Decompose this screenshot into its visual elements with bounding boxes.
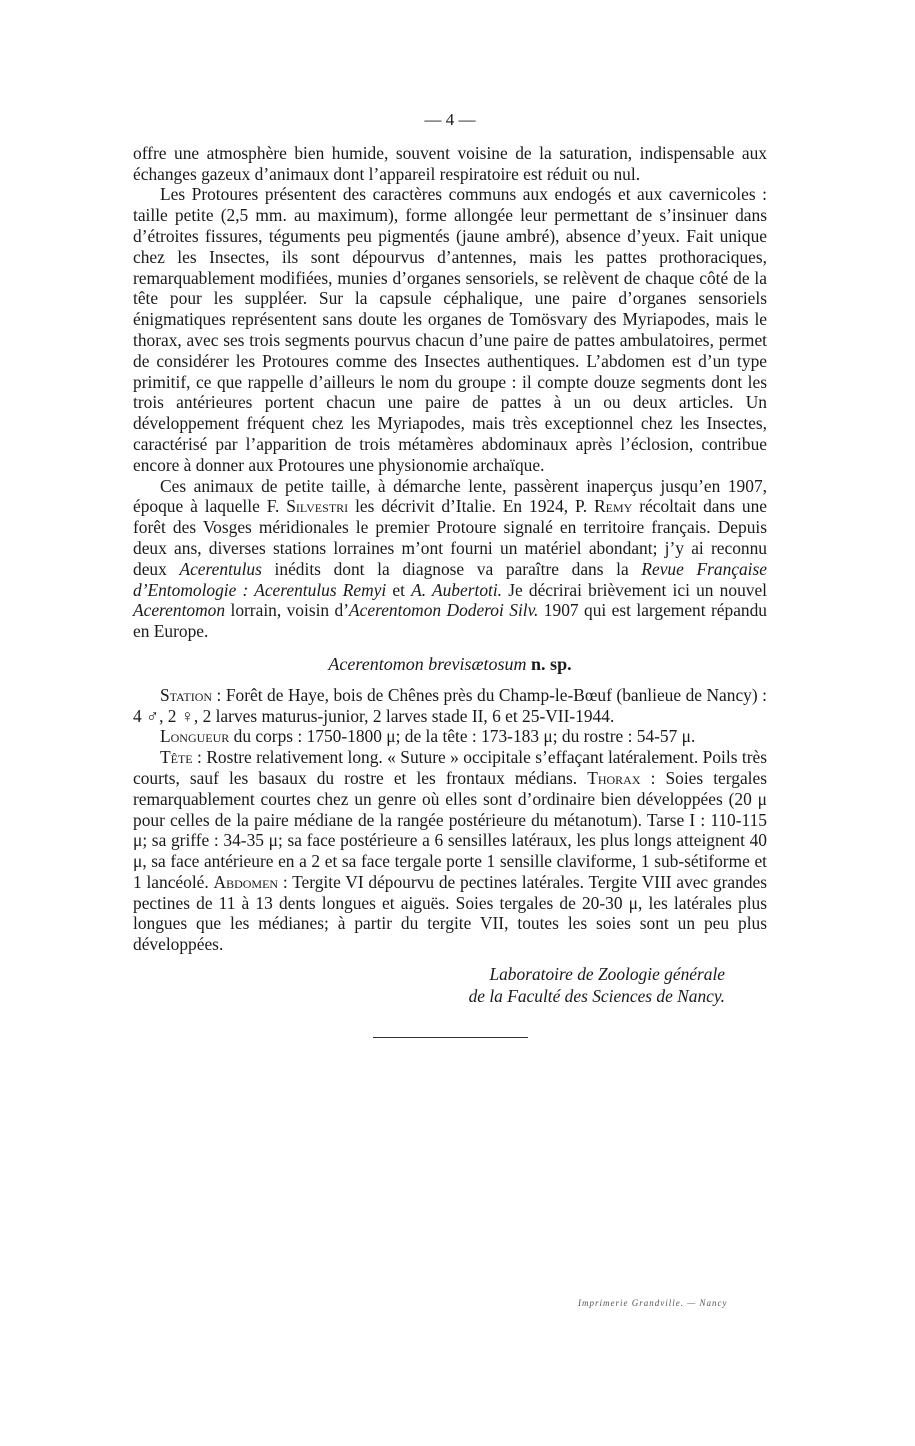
affiliation-line-2: de la Faculté des Sciences de Nancy.	[468, 986, 725, 1007]
paragraph-continuation: offre une atmosphère bien humide, souvent voisine de la saturation, indispensable aux échanges gazeux d’animaux dont l’appareil respiratoire est réduit ou nul.	[133, 142, 767, 184]
label-tete: Tête	[160, 747, 193, 768]
description-longueur	[133, 726, 767, 747]
text-run: Je décrirai brièvement ici un nouvel	[502, 579, 768, 600]
text-run: Ces animaux de petite taille, à démarche lente, passèrent inaperçus jusqu’en 1907, époque à laquelle F.	[133, 475, 767, 517]
description-morphology	[133, 747, 767, 955]
text-run: : Tergite VI dépourvu de pectines latérales. Tergite VIII avec grandes pectines de 11 à 13 dents longues et aiguës. Soies tergales de 20-30 μ, les latérales plus longues que les médianes; à partir du tergite VII, toutes les soies sont un peu plus développées.	[133, 871, 767, 955]
text-run: les décrivit d’Italie. En 1924, P.	[348, 496, 595, 517]
species-heading-suffix: n. sp.	[526, 653, 572, 674]
description-station	[133, 685, 767, 727]
species-aubertoti: A. Aubertoti.	[411, 579, 503, 600]
author-remy: Remy	[594, 496, 633, 517]
affiliation-line-1: Laboratoire de Zoologie générale	[489, 964, 725, 985]
genus-acerentomon: Acerentomon	[133, 600, 226, 621]
end-rule	[373, 1037, 528, 1038]
text-run: et	[386, 579, 412, 600]
author-silvestri: Silvestri	[286, 496, 349, 517]
text-run: du corps : 1750-1800 μ; de la tête : 173-183 μ; du rostre : 54-57 μ.	[229, 726, 696, 747]
species-heading-name: Acerentomon brevisætosum	[328, 653, 527, 674]
text-run: récoltait dans une forêt des Vosges méridionales le premier Protoure signalé en territoire français. Depuis deux ans, diverses stations lorraines m’ont fourni un matériel abondant; j’y ai reconnu deux	[133, 496, 768, 579]
text-run: lorrain, voisin d’	[225, 600, 350, 621]
page-body	[133, 110, 767, 1038]
paragraph-protoures-characters: Les Protoures présentent des caractères communs aux endogés et aux cavernicoles : taille petite (2,5 mm. au maximum), forme allongée leur permettant de s’insinuer dans d’étroites fissures, téguments peu pigmentés (jaune ambré), absence d’yeux. Fait unique chez les Insectes, ils sont dépourvus d’antennes, mais les pattes prothoraciques, remarquablement modifiées, munies d’organes sensoriels, se relèvent de chaque côté de la tête pour les suppléer. Sur la capsule céphalique, une paire d’organes sensoriels énigmatiques représentent sans doute les organes de Tomösvary des Myriapodes, mais le thorax, avec ses trois segments pourvus chacun d’une paire de pattes ambulatoires, permet de considérer les Protoures comme des Insectes authentiques. L’abdomen est d’un type primitif, ce que rappelle d’ailleurs le nom du groupe : il compte douze segments dont les trois antérieures portent chacun une paire de pattes à un ou deux articles. Un développement fréquent chez les Myriapodes, mais très exceptionnel chez les Insectes, caractérisé par l’apparition de trois métamères abdominaux après l’éclosion, contribue encore à donner aux Protoures une physionomie archaïque.	[133, 184, 767, 475]
species-doderoi: Acerentomon Doderoi Silv.	[349, 600, 539, 621]
paragraph-history	[133, 476, 767, 642]
label-thorax: Thorax	[587, 767, 641, 788]
affiliation	[133, 963, 767, 1007]
journal-title: Revue Française d’Entomologie : Acerentulus Remyi	[133, 558, 767, 600]
text-run: 1907 qui est largement répandu en Europe.	[133, 600, 767, 642]
label-abdomen: Abdomen	[213, 871, 279, 892]
page-number: — 4 —	[424, 110, 476, 129]
species-heading	[133, 654, 767, 675]
imprint-footer: Imprimerie Grandville. — Nancy	[578, 1298, 728, 1308]
text-run: : Forêt de Haye, bois de Chênes près du Champ-le-Bœuf (banlieue de Nancy) : 4 ♂, 2 ♀, 2 larves maturus-junior, 2 larves stade II, 6 et 25-VII-1944.	[133, 684, 767, 726]
genus-acerentulus: Acerentulus	[179, 558, 262, 579]
label-station: Station	[160, 684, 213, 705]
text-run: : Soies tergales remarquablement courtes chez un genre où elles sont d’ordinaire bien développées (20 μ pour celles de la paire médiane de la rangée postérieure du métanotum). Tarse I : 110-115 μ; sa griffe : 34-35 μ; sa face postérieure a 6 sensilles latéraux, les plus longs atteignent 40 μ, sa face antérieure en a 2 et sa face tergale porte 1 sensille claviforme, 1 sub-sétiforme et 1 lancéolé.	[133, 767, 767, 892]
label-longueur: Longueur	[160, 726, 230, 747]
text-run: inédits dont la diagnose va paraître dans la	[261, 558, 642, 579]
text-run: : Rostre relativement long. « Suture » occipitale s’effaçant latéralement. Poils très courts, sauf les basaux du rostre et les frontaux médians.	[133, 747, 767, 788]
